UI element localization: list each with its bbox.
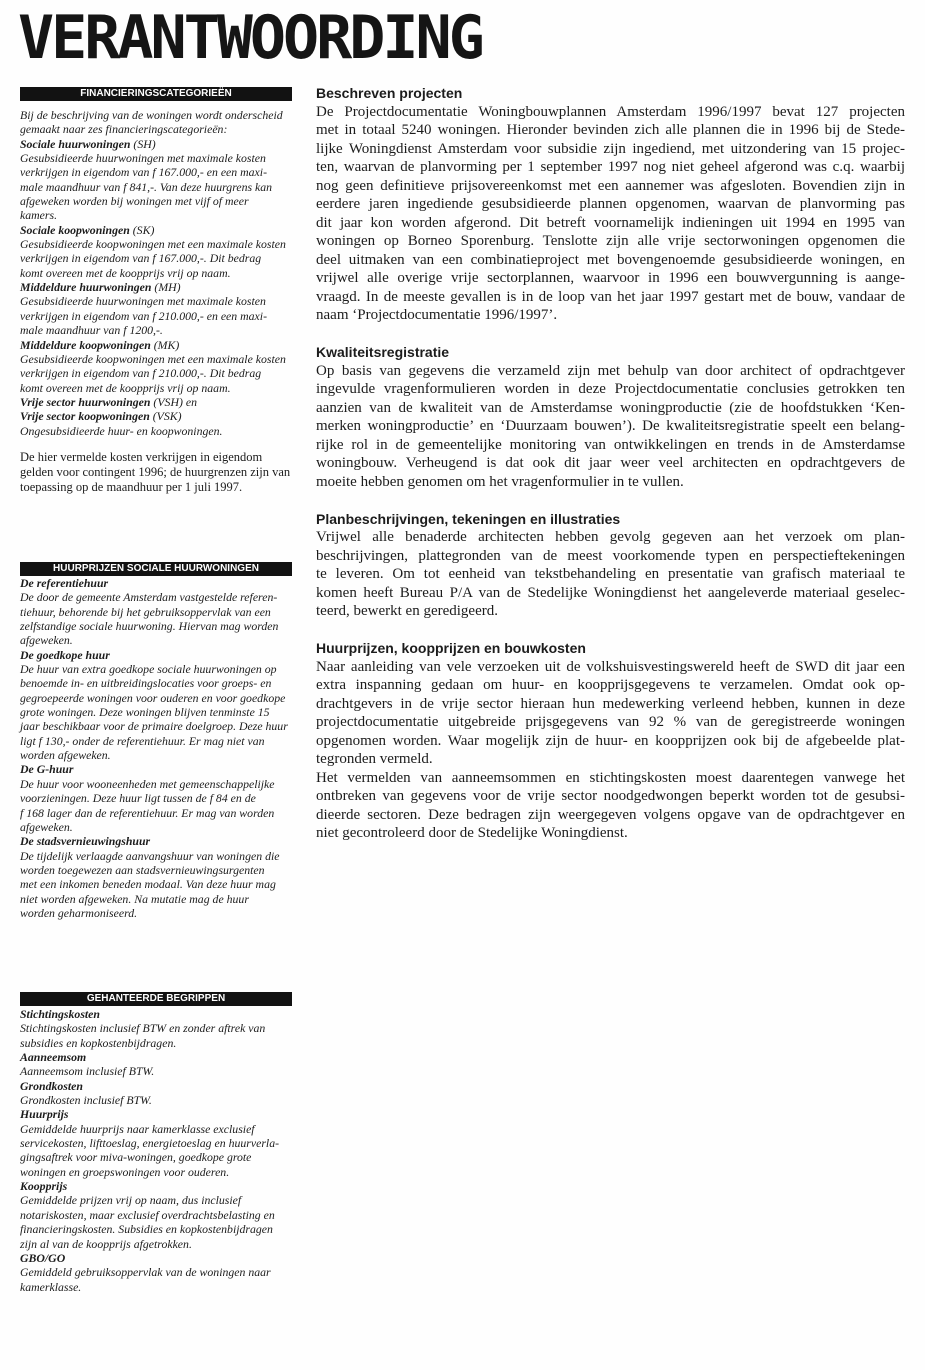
term-heading: Stichtingskosten	[20, 1007, 100, 1021]
section-body	[316, 103, 905, 325]
text-line: vrijwel alle overige vrije sectorplannen, waarvoor in 1996 een bouwvergunning is aange-	[316, 270, 905, 286]
text-line: worden geharmoniseerd.	[20, 905, 138, 920]
text-line: benoemde in- en uitbreidingslocaties voor groeps- en	[20, 676, 272, 691]
term-heading: Huurprijs	[20, 1107, 69, 1122]
text-line: met in totaal 5240 woningen. Hieronder bevinden zich alle plannen die in 1996 bij de Stede-	[316, 122, 905, 138]
terms-used-heading: GEHANTEERDE BEGRIPPEN	[20, 992, 292, 1006]
paragraph	[316, 103, 905, 325]
text-line: komt overeen met de koopprijs vrij op naam.	[20, 380, 231, 395]
term-heading: Middeldure huurwoningen	[20, 280, 152, 295]
section-heading: Beschreven projecten	[316, 85, 463, 101]
text-line: projectdocumentatie uitgebreide prijsgegevens van 92 % van de geregistreerde woningen	[316, 714, 905, 730]
text-line: De door de gemeente Amsterdam vastgestelde referen-	[20, 590, 278, 605]
text-line: verkrijgen in eigendom van f 210.000,- en een maxi-	[20, 308, 268, 323]
text-line: ingevulde vragenformulieren worden in deze Projectdocumentatie conclusies getrokken ten	[316, 381, 905, 397]
section-heading: Huurprijzen, koopprijzen en bouwkosten	[316, 640, 586, 656]
social-rent-prices-text	[20, 576, 305, 920]
social-rent-prices-heading: HUURPRIJZEN SOCIALE HUURWONINGEN	[20, 562, 292, 576]
text-line: Naar aanleiding van vele verzoeken uit de volkshuisvestingswereld heeft de SWD dit jaar een	[316, 658, 905, 675]
text-line: rijke rol in de gemeentelijke monitoring van ontwikkelingen en trends in de Amsterdamse	[316, 436, 905, 453]
text-line: Gesubsidieerde huurwoningen met maximale kosten	[20, 151, 266, 166]
text-line	[20, 576, 305, 590]
text-line: toepassing op de maandhuur per 1 juli 1997.	[20, 480, 243, 494]
section-plan-descriptions	[316, 510, 905, 621]
text-line: niet gecontroleerd door de Stedelijke Woningdienst.	[316, 825, 628, 841]
section-body	[316, 528, 905, 621]
term-heading: De G-huur	[20, 762, 74, 777]
text-line: worden afgeweken.	[20, 748, 111, 763]
financing-categories-heading: FINANCIERINGSCATEGORIEËN	[20, 87, 292, 101]
financing-categories-note	[20, 450, 305, 495]
text-line	[20, 762, 305, 776]
text-line: afgeweken.	[20, 819, 73, 834]
text-line: dit jaar kon worden afgerond. Dit betreft voornamelijk indieningen uit 1994 en 1995 van	[316, 214, 905, 231]
section-prices-and-costs	[316, 639, 905, 843]
paragraph	[316, 528, 905, 621]
term-heading: Sociale huurwoningen	[20, 136, 131, 151]
text-line: lijke Woningdienst Amsterdam voor subsidie zijn ingediend, met uitzondering van 15 projec-	[316, 140, 905, 157]
section-heading: Kwaliteitsregistratie	[316, 344, 450, 360]
term-suffix: (VSH) en	[150, 394, 197, 409]
text-line: gingsaftrek voor miva-woningen, goedkope grote	[20, 1150, 252, 1165]
text-line: teerd, bewerkt en geredigeerd.	[316, 603, 498, 619]
text-line: notariskosten, maar exclusief overdrachtsbelasting en	[20, 1207, 275, 1222]
text-line: De huur van extra goedkope sociale huurwoningen op	[20, 662, 277, 677]
text-line: De Projectdocumentatie Woningbouwplannen Amsterdam 1996/1997 bevat 127 projecten	[316, 103, 905, 120]
financing-categories-text	[20, 108, 305, 438]
section-described-projects	[316, 84, 905, 325]
text-line	[20, 223, 305, 237]
text-line: afgeweken worden bij woningen met vijf of meer	[20, 194, 249, 209]
text-line: worden toegewezen aan stadsvernieuwingsurgenten	[20, 862, 265, 877]
text-line	[20, 1007, 305, 1021]
text-line: gelden voor contingent 1996; de huurgrenzen zijn van	[20, 465, 291, 479]
text-line	[20, 834, 305, 848]
text-line	[20, 395, 305, 409]
text-line: komen heeft Bureau P/A van de Stedelijke Woningdienst het aangeleverde materiaal geselec-	[316, 584, 905, 601]
text-line	[20, 280, 305, 294]
text-line: met een inkomen beneden modaal. Van deze huur mag	[20, 877, 276, 892]
term-suffix: (VSK)	[149, 409, 182, 424]
text-line: woningbouw. Verheugend is dat ook dit jaar weer veel architecten en opdrachtgevers de	[316, 455, 905, 471]
section-body	[316, 658, 905, 843]
term-heading: De referentiehuur	[20, 576, 109, 590]
text-line: Gemiddelde huurprijs naar kamerklasse exclusief	[20, 1121, 255, 1136]
text-line: vraagd. In de meeste gevallen is in de loop van het jaar 1997 gestart met de bouw, vandaar de	[316, 288, 905, 305]
text-line: subsidies en kopkostenbijdragen.	[20, 1035, 177, 1050]
text-line: voorzieningen. Deze huur ligt tussen de f 84 en de	[20, 791, 256, 806]
text-line: niet worden afgeweken. Na mutatie mag de huur	[20, 891, 249, 906]
text-line: nog geen definitieve prijsovereenkomst met een aannemer was afgesloten. Bovendien zijn in	[316, 177, 905, 194]
text-line: ligt f 130,- onder de referentiehuur. Er mag niet van	[20, 733, 265, 748]
text-line: dieerde sectoren. Deze bedragen zijn weergegeven volgens opgave van de opdrachtgever en	[316, 806, 905, 823]
text-line: kamerklasse.	[20, 1279, 82, 1294]
text-line: Gemiddelde prijzen vrij op naam, dus inclusief	[20, 1193, 242, 1208]
section-heading: Planbeschrijvingen, tekeningen en illustraties	[316, 510, 621, 527]
text-line: De huur voor wooneenheden met gemeenschappelijke	[20, 776, 275, 791]
text-line	[20, 409, 305, 423]
paragraph	[316, 658, 905, 769]
text-line	[20, 1050, 305, 1064]
term-heading: GBO/GO	[20, 1250, 66, 1265]
text-line: tiehuur, behorende bij het gebruiksoppervlak van een	[20, 604, 271, 619]
text-line: Ongesubsidieerde huur- en koopwoningen.	[20, 423, 223, 438]
text-line: drachtgevers in de vrije sector hieraan hun medewerking verleend hebben, kunnen in deze	[316, 695, 905, 712]
page-title: VERANTWOORDING	[18, 3, 482, 73]
main-column	[316, 84, 905, 861]
text-line: Op basis van gegevens die verzameld zijn met behulp van door architect of opdrachtgever	[316, 362, 905, 379]
text-line	[20, 1179, 305, 1193]
text-line: De hier vermelde kosten verkrijgen in eigendom	[20, 450, 263, 464]
text-line: te leveren. Om tot eenheid van tekstbehandeling en presentatie van grafisch materiaal te	[316, 566, 905, 582]
text-line: ontbreken van gegevens voor de vrije sector noodgedwongen beperkt worden tot de gesubsi-	[316, 788, 905, 804]
text-line: gegroepeerde woningen voor ouderen en voor goedkope	[20, 690, 286, 705]
text-line	[20, 1079, 305, 1093]
term-heading: De stadsvernieuwingshuur	[20, 834, 151, 849]
text-line	[20, 1251, 305, 1265]
text-line: De tijdelijk verlaagde aanvangshuur van woningen die	[20, 848, 280, 863]
term-heading: Grondkosten	[20, 1078, 83, 1093]
term-heading: Vrije sector huurwoningen	[20, 394, 151, 409]
term-suffix: (MH)	[151, 280, 181, 295]
term-heading: Vrije sector koopwoningen	[20, 409, 150, 424]
text-line: extra inspanning gedaan om huur- en koopprijsgegevens te verzamelen. Omdat ook op-	[316, 677, 905, 693]
text-line: merken woningproductie’ en ‘Duurzaam bouwen’). De kwaliteitsregistratie speelt een belang-	[316, 418, 905, 434]
text-line: jaar beschikbaar voor de primaire doelgroep. Deze huur	[20, 719, 288, 734]
text-line: Gemiddeld gebruiksoppervlak van de woningen naar	[20, 1265, 271, 1280]
text-line: male maandhuur van f 841,-. Van deze huurgrens kan	[20, 179, 273, 194]
text-line: zelfstandige sociale huurwoning. Hiervan mag worden	[20, 619, 279, 634]
term-suffix: (MK)	[150, 337, 180, 352]
text-line: Bij de beschrijving van de woningen wordt onderscheid	[20, 108, 283, 122]
text-line: zijn al van de koopprijs afgetrokken.	[20, 1236, 192, 1251]
term-heading: Sociale koopwoningen	[20, 222, 130, 237]
section-body	[316, 362, 905, 492]
text-line: Grondkosten inclusief BTW.	[20, 1093, 152, 1108]
text-line	[20, 1107, 305, 1121]
terms-used-text	[20, 1007, 305, 1294]
text-line: moeite hebben genomen om het vragenformulier in te vullen.	[316, 473, 684, 490]
text-line: servicekosten, lifttoeslag, energietoeslag en huurverla-	[20, 1136, 280, 1151]
text-line: Gesubsidieerde koopwoningen met een maximale kosten	[20, 351, 286, 366]
text-line: woningen op Borneo Sporenburg. Tenslotte zijn alle vrije sectorwoningen opgenomen die	[316, 233, 905, 249]
text-line: financieringskosten. Subsidies en kopkostenbijdragen	[20, 1222, 273, 1237]
text-line: gemaakt naar zes financieringscategorieën:	[20, 122, 228, 137]
text-line: tegronden vermeld.	[316, 751, 433, 767]
text-line: male maandhuur van f 1200,-.	[20, 323, 163, 338]
text-line: afgeweken.	[20, 633, 73, 648]
paragraph	[316, 362, 905, 492]
term-heading: Middeldure koopwoningen	[20, 337, 151, 352]
text-line: beschrijvingen, plattegronden van de meest voorkomende typen en perspectieftekeningen	[316, 547, 905, 564]
text-line: verkrijgen in eigendom van f 167.000,-. Dit bedrag	[20, 251, 262, 266]
text-line	[20, 648, 305, 662]
text-line: aanzien van de kwaliteit van de Amsterdamse woningproductie (zie de hoofdstukken ‘Ken-	[316, 399, 905, 416]
text-line: Vrijwel alle benaderde architecten hebben gevolg gegeven aan het verzoek om plan-	[316, 529, 905, 545]
text-line: kamers.	[20, 208, 58, 223]
text-line: Het vermelden van aanneemsommen en stichtingskosten moest daarentegen vanwege het	[316, 769, 905, 786]
text-line: grote woningen. Deze woningen blijven tenminste 15	[20, 705, 270, 720]
text-line: Aanneemsom inclusief BTW.	[20, 1064, 155, 1079]
text-line: eerdere jaren ingediende gesubsidieerde plannen opgenomen, waarvan de planvorming pas	[316, 196, 905, 212]
text-line: naam ‘Projectdocumentatie 1996/1997’.	[316, 307, 558, 323]
text-line: Gesubsidieerde huurwoningen met maximale kosten	[20, 294, 266, 309]
paragraph	[316, 769, 905, 843]
text-line: deel uitmaken van een combinatieproject met bovengenoemde gesubsidieerde woningen, en	[316, 251, 905, 268]
text-line	[20, 137, 305, 151]
text-line: verkrijgen in eigendom van f 167.000,- en een maxi-	[20, 165, 268, 180]
text-line: ten, waarvan de planvorming per 1 september 1997 nog niet geheel afgerond was c.q. waarbij	[316, 159, 905, 175]
section-quality-registration	[316, 343, 905, 491]
text-line: Stichtingskosten inclusief BTW en zonder aftrek van	[20, 1021, 266, 1036]
text-line: woningen en groepswoningen voor ouderen.	[20, 1164, 230, 1179]
text-line	[20, 338, 305, 352]
text-line: komt overeen met de koopprijs vrij op naam.	[20, 265, 231, 280]
term-heading: Aanneemsom	[20, 1050, 87, 1065]
text-line: verkrijgen in eigendom van f 210.000,-. Dit bedrag	[20, 366, 262, 381]
term-heading: De goedkope huur	[20, 647, 110, 662]
term-suffix: (SH)	[130, 136, 156, 151]
term-heading: Koopprijs	[20, 1179, 68, 1194]
text-line: f 168 lager dan de referentiehuur. Er mag van worden	[20, 805, 275, 820]
text-line: Gesubsidieerde koopwoningen met een maximale kosten	[20, 237, 286, 252]
text-line: opgenomen worden. Waar mogelijk zijn de huur- en koopprijzen ook bij de afgebeelde plat-	[316, 732, 905, 749]
term-suffix: (SK)	[129, 222, 155, 237]
